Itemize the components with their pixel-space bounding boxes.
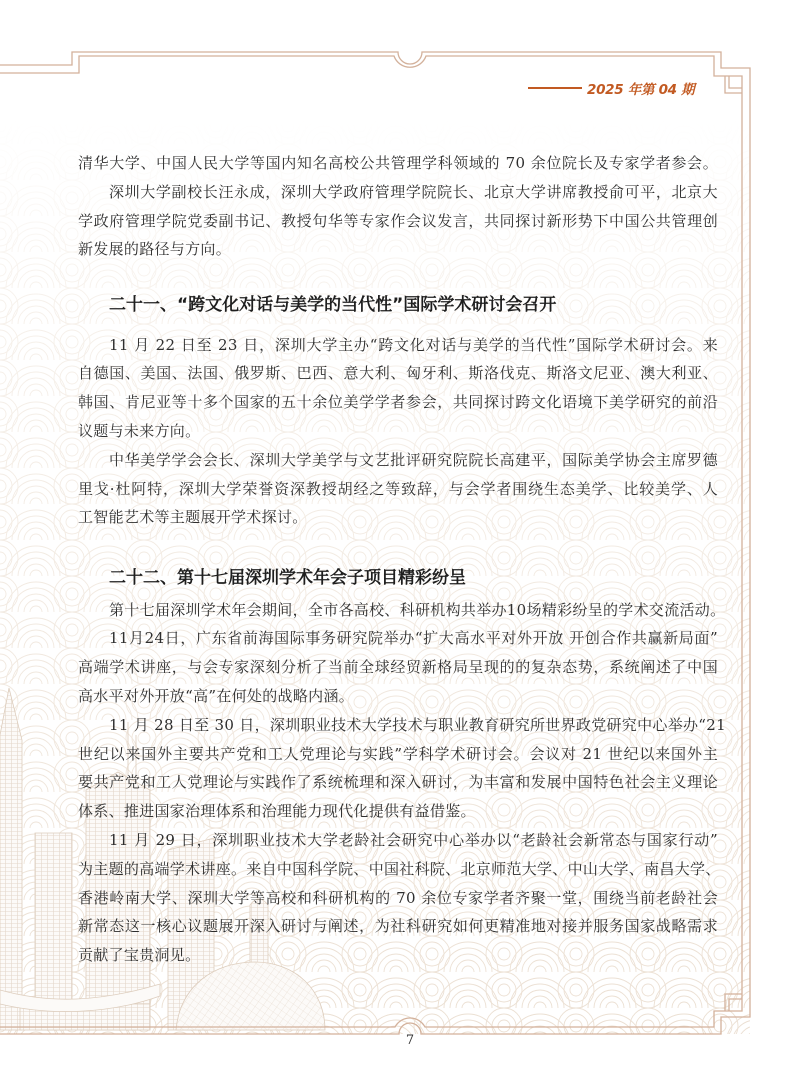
paragraph-line: 贡献了宝贵洞见。 (78, 946, 201, 965)
paragraph-line: 议题与未来方向。 (78, 421, 201, 440)
paragraph-line: 第十七届深圳学术年会期间，全市各高校、科研机构共举办10场精彩纷呈的学术交流活动。 (109, 600, 726, 619)
paragraph-line: 11 月 29 日，深圳职业技术大学老龄社会研究中心举办以“老龄社会新常态与国家行动” (109, 830, 718, 849)
paragraph (78, 149, 718, 178)
paragraph-line: 里戈·杜阿特，深圳大学荣誉资深教授胡经之等致辞，与会学者围绕生态美学、比较美学、人 (78, 479, 718, 498)
paragraph-line: 高端学术讲座，与会专家深刻分析了当前全球经贸新格局呈现的的复杂态势，系统阐述了中国 (78, 658, 718, 677)
paragraph (78, 596, 726, 625)
paragraph (78, 826, 721, 970)
paragraph-line: 清华大学、中国人民大学等国内知名高校公共管理学科领域的 70 余位院长及专家学者参会。 (78, 154, 718, 172)
header-rule (528, 87, 582, 89)
paragraph-line: 中华美学学会会长、深圳大学美学与文艺批评研究院院长高建平，国际美学协会主席罗德 (109, 450, 718, 469)
paragraph (78, 446, 718, 532)
paragraph-line: 韩国、肯尼亚等十多个国家的五十余位美学学者参会，共同探讨跨文化语境下美学研究的前沿 (78, 393, 718, 412)
frame-corner-ornament-top (725, 76, 742, 93)
paragraph-line: 香港岭南大学、深圳大学等高校和科研机构的 70 余位专家学者齐聚一堂，围绕当前老龄社会 (78, 888, 718, 907)
continuation-body (78, 149, 718, 264)
paragraph-line: 为主题的高端学术讲座。来自中国科学院、中国社科院、北京师范大学、中山大学、南昌大学、 (78, 859, 721, 878)
paragraph (78, 624, 718, 710)
paragraph-line: 深圳大学副校长汪永成，深圳大学政府管理学院院长、北京大学讲席教授俞可平，北京大 (109, 182, 718, 201)
paragraph-line: 学政府管理学院党委副书记、教授句华等专家作会议发言，共同探讨新形势下中国公共管理创 (78, 211, 718, 230)
paragraph-line: 新常态这一核心议题展开深入研讨与阐述，为社科研究如何更精准地对接并服务国家战略需求 (78, 917, 718, 936)
section-heading: 二十二、第十七届深圳学术年会子项目精彩纷呈 (109, 567, 466, 588)
paragraph-line: 自德国、美国、法国、俄罗斯、巴西、意大利、匈牙利、斯洛伐克、斯洛文尼亚、澳大利亚、 (78, 364, 718, 383)
paragraph (78, 178, 718, 264)
paragraph-line: 世纪以来国外主要共产党和工人党理论与实践”学科学术研讨会。会议对 21 世纪以来国外主 (78, 744, 718, 763)
paragraph-line: 11 月 28 日至 30 日，深圳职业技术大学技术与职业教育研究所世界政党研究中心举办“21 (109, 715, 726, 734)
paragraph (78, 331, 718, 446)
section-body (78, 331, 718, 533)
paragraph (78, 711, 726, 826)
paragraph-line: 体系、推进国家治理体系和治理能力现代化提供有益借鉴。 (78, 802, 476, 821)
paragraph-line: 工智能艺术等主题展开学术探讨。 (78, 508, 308, 527)
issue-label: 2025 年第 04 期 (587, 82, 695, 98)
frame-corner-ornament-bottom (725, 994, 742, 1011)
paragraph-line: 新发展的路径与方向。 (78, 240, 232, 259)
section-body (78, 596, 726, 970)
paragraph-line: 11月24日，广东省前海国际事务研究院举办“扩大高水平对外开放 开创合作共赢新局面” (109, 629, 718, 648)
paragraph-line: 11 月 22 日至 23 日，深圳大学主办“跨文化对话与美学的当代性”国际学术研讨会。来 (109, 335, 718, 354)
paragraph-line: 高水平对外开放“高”在何处的战略内涵。 (78, 686, 355, 705)
paragraph-line: 要共产党和工人党理论与实践作了系统梳理和深入研讨，为丰富和发展中国特色社会主义理论 (78, 773, 718, 792)
page-number: 7 (405, 1033, 415, 1048)
section-heading: 二十一、“跨文化对话与美学的当代性”国际学术研讨会召开 (109, 295, 557, 315)
issue-header (528, 79, 694, 97)
